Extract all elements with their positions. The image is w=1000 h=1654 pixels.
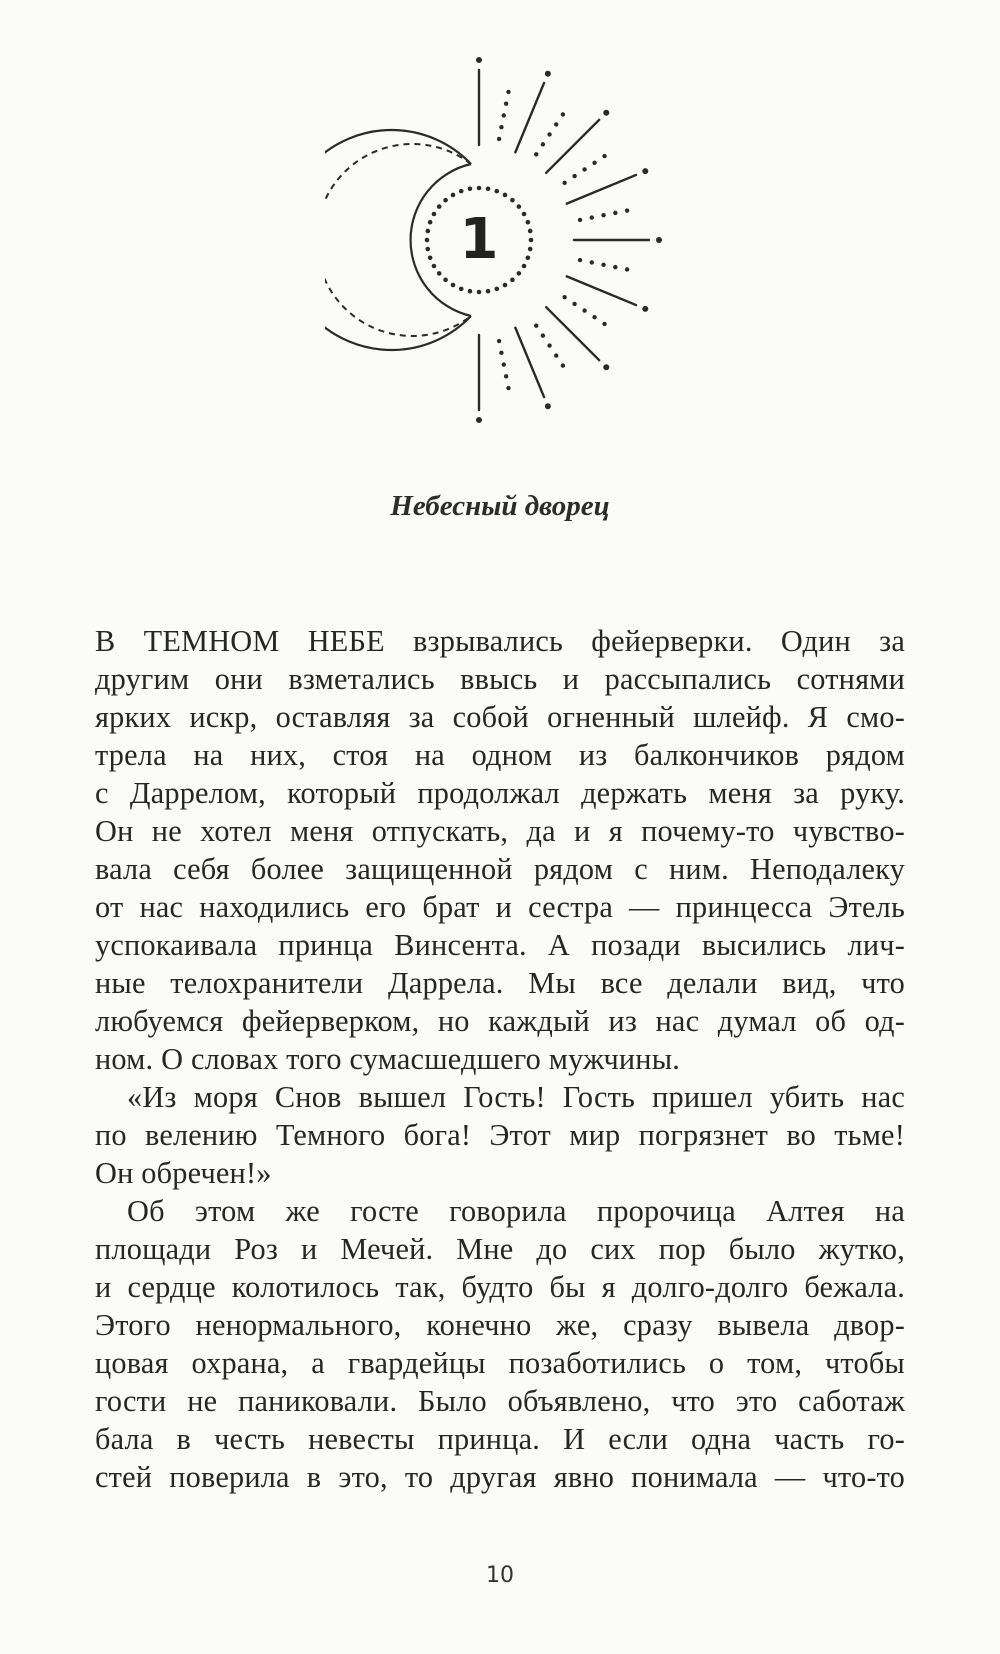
ray-tip-dot [603,364,609,370]
ring-dot [459,189,464,194]
sun-ray [546,120,599,173]
ring-dot [428,220,433,225]
dotted-ray-dot [502,113,506,117]
dotted-ray-dot [497,137,501,141]
dotted-ray-dot [582,167,586,171]
dotted-ray-dot [613,265,617,269]
text-line: по велению Темного бога! Этот мир погрязнет во тьме! [95,1118,905,1152]
dotted-ray-dot [506,90,510,94]
ring-dot [432,212,437,217]
dotted-ray-dot [497,339,501,343]
text-line: ярких искр, оставляя за собой огненный шлейф. Я смо- [95,700,905,734]
ray-tip-dot [603,110,609,116]
dotted-ray-dot [504,374,508,378]
crescent-moon-sunburst-icon [325,45,695,465]
ray-tip-dot [656,237,662,243]
text-line: цовая охрана, а гвардейцы позаботились о том, чтобы [95,1346,905,1380]
dotted-ray-dot [590,215,594,219]
sun-ray [546,307,599,360]
ring-dot [451,193,456,198]
dotted-ray-dot [578,218,582,222]
dotted-ray-dot [562,181,566,185]
ray-tip-dot [545,71,551,77]
dotted-ray-dot [578,258,582,262]
text-line: вала себя более защищенной рядом с ним. Неподалеку [95,852,905,886]
ring-dot [425,229,430,234]
dotted-ray-dot [547,343,551,347]
text-line: другим они взметались ввысь и рассыпались сотнями [95,662,905,696]
dotted-ray-dot [561,363,565,367]
page-number: 10 [486,1563,514,1588]
sun-ray [567,175,636,204]
ring-dot [425,238,430,243]
text-line: успокаивала принца Винсента. А позади высились лич- [95,928,905,962]
dotted-ray-dot [554,122,558,126]
ring-dot [443,198,448,203]
chapter-title: Небесный дворец [390,490,610,522]
text-line: гости не паниковали. Было объявлено, что это саботаж [95,1384,905,1418]
ring-dot [443,278,448,283]
sun-ray [515,328,544,397]
sun-ray [567,276,636,305]
text-line: бала в честь невесты принца. И если одна часть го- [95,1422,905,1456]
text-line: с Даррелом, который продолжал держать меня за руку. [95,776,905,810]
ring-dot [477,186,482,191]
dotted-ray-dot [590,260,594,264]
dotted-ray-dot [541,142,545,146]
dotted-ray-dot [499,351,503,355]
ring-dot [486,186,491,191]
ring-dot [526,220,531,225]
text-line: любуемся фейерверком, но каждый из нас думал об од- [95,1004,905,1038]
ring-dot [503,283,508,288]
dotted-ray-dot [582,308,586,312]
ring-dot [510,278,515,283]
ring-dot [437,271,442,276]
ring-dot [517,204,522,209]
ring-dot [528,229,533,234]
dotted-ray-dot [602,154,606,158]
ray-tip-dot [642,168,648,174]
ring-dot [425,247,430,252]
ring-dot [522,264,527,269]
text-line: стей поверила в это, то другая явно понимала — что-то [95,1460,905,1494]
dotted-ray-dot [534,152,538,156]
chapter-number: 1 [459,207,499,272]
ring-dot [494,189,499,194]
dotted-ray-dot [562,295,566,299]
ring-dot [451,283,456,288]
chapter-emblem [325,45,695,465]
ring-dot [526,255,531,260]
ring-dot [510,198,515,203]
crescent-moon-outer [325,130,471,350]
dotted-ray-dot [572,174,576,178]
dotted-ray-dot [534,323,538,327]
ring-dot [486,289,491,294]
text-line: и сердце колотилось так, будто бы я долго-долго бежала. [95,1270,905,1304]
text-line: ные телохранители Даррела. Мы все делали вид, что [95,966,905,1000]
ray-tip-dot [476,57,482,63]
dotted-ray-dot [561,112,565,116]
ring-dot [522,212,527,217]
text-line: Он обречен!» [95,1156,272,1190]
ring-dot [517,271,522,276]
ring-dot [503,193,508,198]
text-line: трела на них, стоя на одном из балкончиков рядом [95,738,905,772]
text-line: Об этом же госте говорила пророчица Алтея на [127,1194,905,1228]
dotted-ray-dot [502,362,506,366]
ring-dot [428,255,433,260]
dotted-ray-dot [504,101,508,105]
ring-dot [477,290,482,295]
text-line: Этого ненормального, конечно же, сразу вывела двор- [95,1308,905,1342]
ring-dot [432,264,437,269]
ring-dot [528,247,533,252]
ring-dot [529,238,534,243]
text-line: Он не хотел меня отпускать, да и я почему-то чувство- [95,814,905,848]
ring-dot [468,289,473,294]
text-line: ном. О словах того сумасшедшего мужчины. [95,1042,681,1076]
ray-tip-dot [545,403,551,409]
dotted-ray-dot [602,322,606,326]
dotted-ray-dot [592,161,596,165]
ring-dot [494,287,499,292]
dotted-ray-dot [506,386,510,390]
dotted-ray-dot [541,333,545,337]
dotted-ray-dot [572,302,576,306]
dotted-ray-dot [625,267,629,271]
ring-dot [468,186,473,191]
dotted-ray-dot [547,132,551,136]
dotted-ray-dot [625,208,629,212]
text-line: «Из моря Снов вышел Гость! Гость пришел убить нас [127,1080,905,1114]
ray-tip-dot [476,417,482,423]
ray-tip-dot [642,306,648,312]
dotted-ray-dot [601,213,605,217]
text-line: от нас находились его брат и сестра — принцесса Этель [95,890,905,924]
ring-dot [459,287,464,292]
dotted-ray-dot [554,353,558,357]
text-line: В ТЕМНОМ НЕБЕ взрывались фейерверки. Один за [95,624,905,658]
dotted-ray-dot [592,315,596,319]
dotted-ray-dot [499,125,503,129]
dotted-ray-dot [601,263,605,267]
dotted-ray-dot [613,211,617,215]
ring-dot [437,204,442,209]
text-line: площади Роз и Мечей. Мне до сих пор было жутко, [95,1232,905,1266]
chapter-body-text [95,622,905,1496]
sun-ray [515,83,544,152]
